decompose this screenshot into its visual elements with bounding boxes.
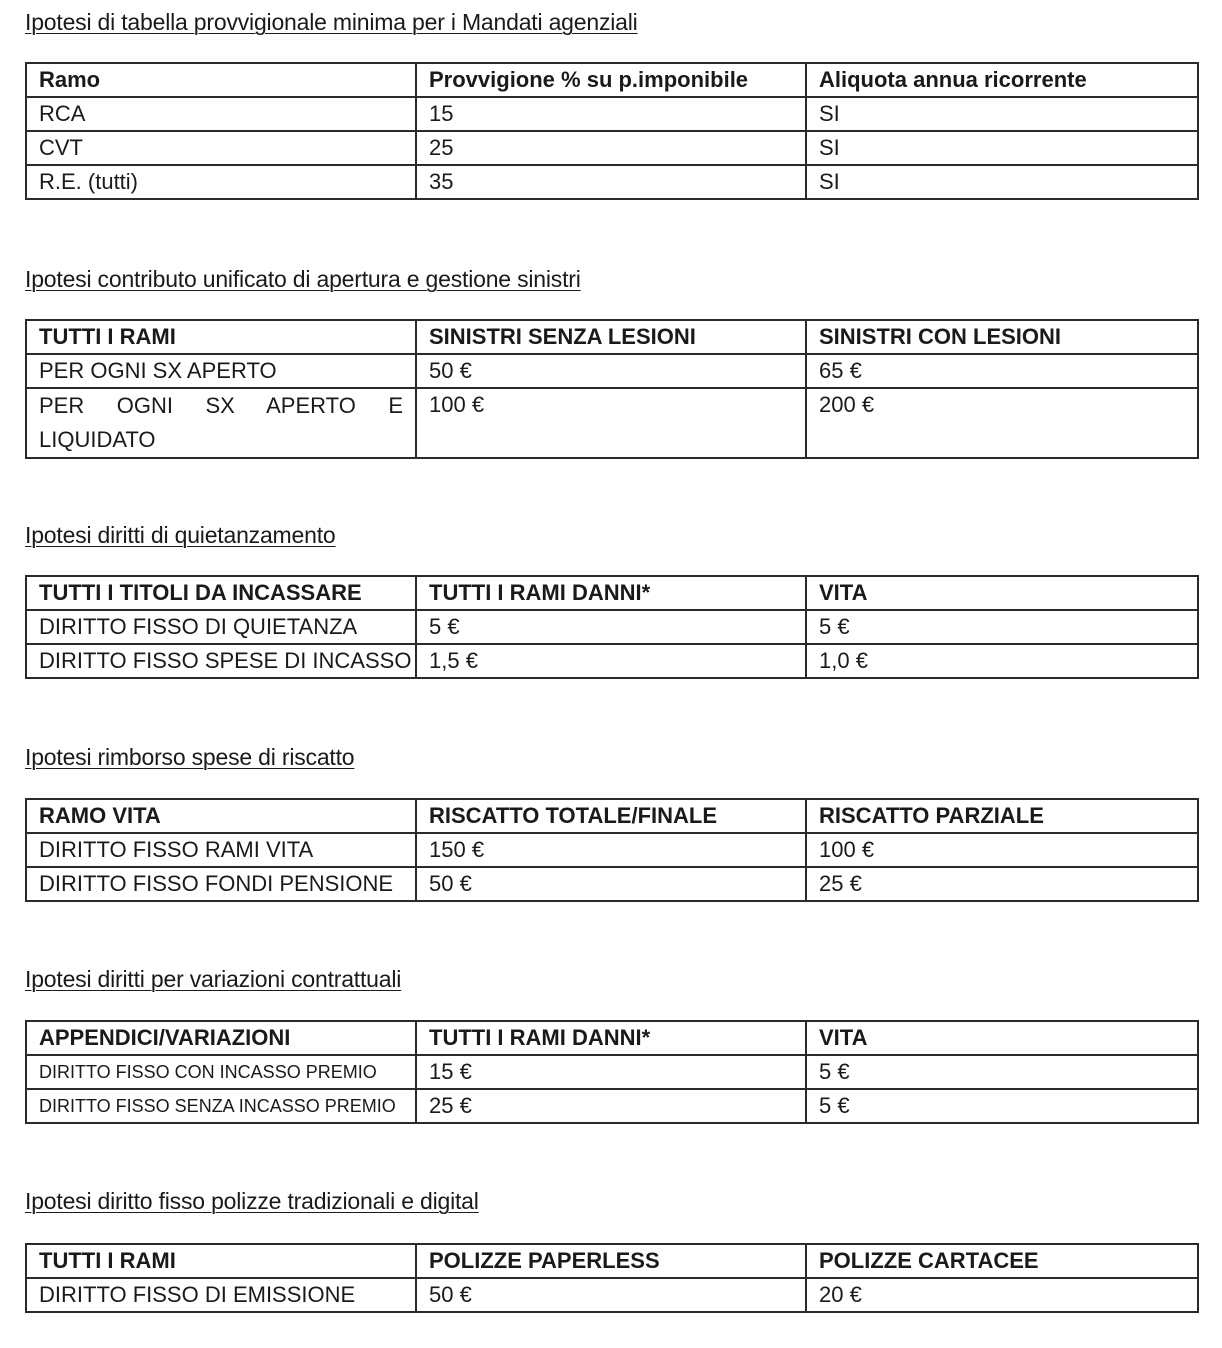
table-cell: DIRITTO FISSO RAMI VITA [26,833,416,867]
table-row [26,97,1198,131]
table-cell: RCA [26,97,416,131]
table-cell: 200 € [806,388,1198,458]
table-cell: 100 € [806,833,1198,867]
table-cell: 25 [416,131,806,165]
table-header-row [26,576,1198,610]
table-cell: 50 € [416,867,806,901]
table-row [26,1055,1198,1089]
header-cell: TUTTI I RAMI [26,320,416,354]
header-cell: SINISTRI CON LESIONI [806,320,1198,354]
table-cell: 20 € [806,1278,1198,1312]
table-cell: 5 € [806,1055,1198,1089]
table-row [26,388,1198,458]
table-header-row [26,1021,1198,1055]
table-cell: 15 € [416,1055,806,1089]
header-cell: RISCATTO TOTALE/FINALE [416,799,806,833]
header-cell: TUTTI I RAMI DANNI* [416,576,806,610]
table-cell: 5 € [806,1089,1198,1123]
table-cell: DIRITTO FISSO FONDI PENSIONE [26,867,416,901]
section-heading: Ipotesi di tabella provvigionale minima per i Mandati agenziali [25,9,638,35]
table-cell: 50 € [416,1278,806,1312]
commission-table [25,62,1199,200]
table-row [26,833,1198,867]
table-header-row [26,1244,1198,1278]
table-cell: DIRITTO FISSO DI QUIETANZA [26,610,416,644]
header-cell: RISCATTO PARZIALE [806,799,1198,833]
policy-issue-fee-table [25,1243,1199,1313]
table-row [26,1278,1198,1312]
table-cell: 5 € [416,610,806,644]
header-cell: SINISTRI SENZA LESIONI [416,320,806,354]
table-row [26,644,1198,678]
table-row [26,867,1198,901]
table-cell: 5 € [806,610,1198,644]
table-cell: 65 € [806,354,1198,388]
table-row [26,1089,1198,1123]
table-cell: R.E. (tutti) [26,165,416,199]
table-cell: SI [806,97,1198,131]
section-heading: Ipotesi diritti di quietanzamento [25,522,336,548]
header-cell: Provvigione % su p.imponibile [416,63,806,97]
table-cell: DIRITTO FISSO DI EMISSIONE [26,1278,416,1312]
header-cell: POLIZZE CARTACEE [806,1244,1198,1278]
header-cell: APPENDICI/VARIAZIONI [26,1021,416,1055]
receipt-fees-table [25,575,1199,679]
table-cell: 1,5 € [416,644,806,678]
table-cell: 100 € [416,388,806,458]
claims-contribution-table [25,319,1199,459]
header-cell: Ramo [26,63,416,97]
table-cell: DIRITTO FISSO SENZA INCASSO PREMIO [26,1089,416,1123]
header-cell: VITA [806,1021,1198,1055]
header-cell: Aliquota annua ricorrente [806,63,1198,97]
table-cell: SI [806,131,1198,165]
table-cell: PER OGNI SX APERTO E LIQUIDATO [26,388,416,458]
redemption-fees-table [25,798,1199,902]
header-cell: TUTTI I RAMI [26,1244,416,1278]
table-cell: 35 [416,165,806,199]
table-cell: 25 € [806,867,1198,901]
table-header-row [26,320,1198,354]
table-cell: DIRITTO FISSO CON INCASSO PREMIO [26,1055,416,1089]
table-cell: 50 € [416,354,806,388]
section-heading: Ipotesi rimborso spese di riscatto [25,744,355,770]
table-cell: 1,0 € [806,644,1198,678]
table-row [26,165,1198,199]
table-cell: PER OGNI SX APERTO [26,354,416,388]
table-cell: 150 € [416,833,806,867]
table-row [26,610,1198,644]
table-header-row [26,799,1198,833]
section-heading: Ipotesi diritti per variazioni contrattuali [25,966,402,992]
section-heading: Ipotesi diritto fisso polizze tradizionali e digital [25,1188,479,1214]
table-row [26,354,1198,388]
header-cell: POLIZZE PAPERLESS [416,1244,806,1278]
header-cell: RAMO VITA [26,799,416,833]
contract-variations-table [25,1020,1199,1124]
table-cell: 15 [416,97,806,131]
header-cell: VITA [806,576,1198,610]
header-cell: TUTTI I TITOLI DA INCASSARE [26,576,416,610]
table-cell: 25 € [416,1089,806,1123]
table-header-row [26,63,1198,97]
table-row [26,131,1198,165]
table-cell: CVT [26,131,416,165]
table-cell: SI [806,165,1198,199]
header-cell: TUTTI I RAMI DANNI* [416,1021,806,1055]
section-heading: Ipotesi contributo unificato di apertura e gestione sinistri [25,266,581,292]
table-cell: DIRITTO FISSO SPESE DI INCASSO [26,644,416,678]
